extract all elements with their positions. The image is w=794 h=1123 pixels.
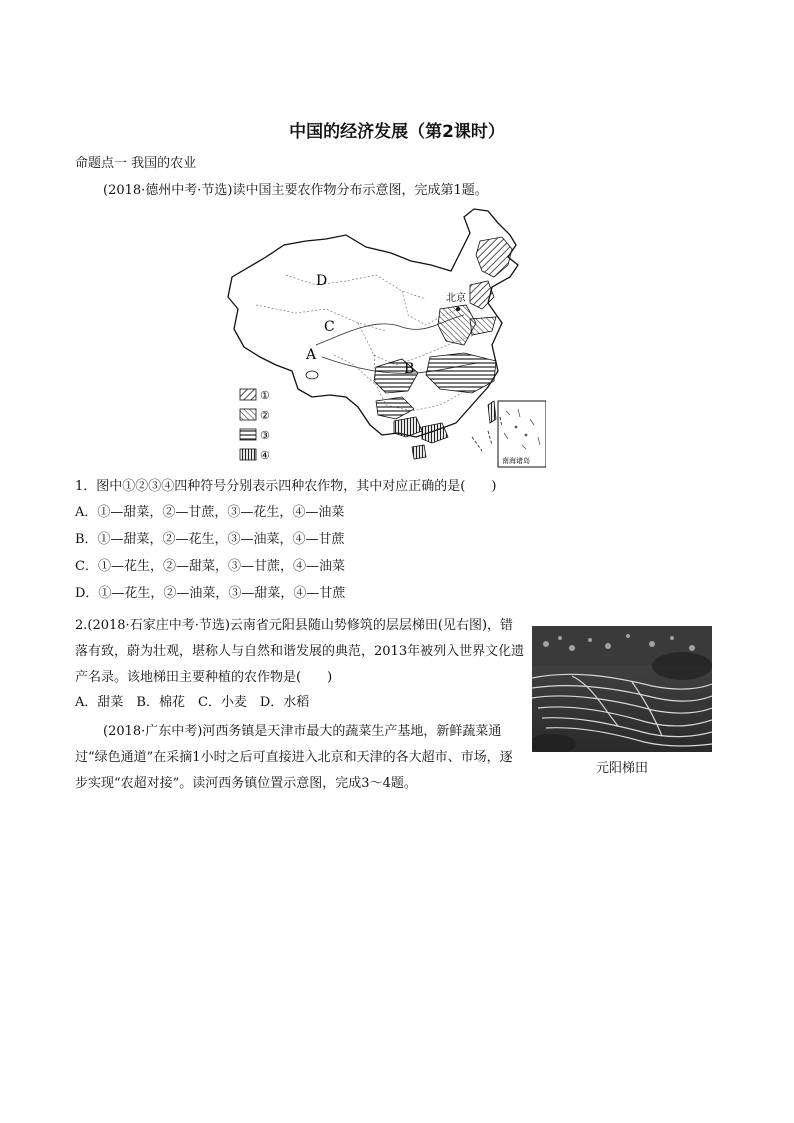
south-sea-inset [498, 401, 546, 467]
question-1-option-a: A．①—甜菜，②—甘蔗，③—花生，④—油菜 [75, 505, 345, 520]
map-legend [240, 389, 270, 462]
map-label-d: D [316, 273, 328, 289]
map-label-a: A [306, 347, 317, 363]
intro-text-1: (2018·德州中考·节选)读中国主要农作物分布示意图，完成第1题。 [103, 183, 488, 198]
map-label-beijing: 北京 [446, 293, 466, 304]
terrace-photo [532, 626, 712, 752]
section-heading: 命题点一 我国的农业 [75, 156, 197, 171]
china-crop-map [226, 205, 546, 472]
question-1-option-b: B．①—甜菜，②—花生，③—油菜，④—甘蔗 [75, 532, 345, 547]
question-1-stem: 1．图中①②③④四种符号分别表示四种农作物，其中对应正确的是( ) [75, 479, 497, 494]
page-title: 中国的经济发展（第2课时） [289, 122, 505, 142]
legend-4: ④ [260, 449, 270, 462]
question-2-stem: 2.(2018·石家庄中考·节选)云南省元阳县随山势修筑的层层梯田(见右图)，错落有致，蔚为壮观，堪称人与自然和谐发展的典范，2013年被列入世界文化遗产名录。该地梯田主要种植的农作物是( ) [75, 618, 525, 685]
region-sugarcane-hainan [412, 445, 426, 459]
intro-text-2: (2018·广东中考)河西务镇是天津市最大的蔬菜生产基地，新鲜蔬菜通过“绿色通道”在采摘1小时之后可直接进入北京和天津的各大超市、市场，逐步实现“农超对接”。读河西务镇位置示意图，完成3～4题。 [75, 724, 513, 791]
question-1-option-d: D．①—花生，②—油菜，③—甜菜，④—甘蔗 [75, 586, 346, 601]
region-taiwan [488, 401, 496, 423]
legend-1: ① [260, 389, 270, 402]
map-label-b: B [404, 361, 415, 377]
photo-caption: 元阳梯田 [595, 761, 648, 776]
question-1-option-c: C．①—花生，②—甜菜，③—甘蔗，④—油菜 [75, 559, 345, 574]
question-2-options: A．甜菜 B．棉花 C．小麦 D．水稻 [75, 695, 310, 710]
inset-label: 南海诸岛 [502, 457, 530, 465]
map-label-c: C [324, 319, 335, 335]
legend-2: ② [260, 409, 270, 422]
legend-3: ③ [260, 429, 270, 442]
